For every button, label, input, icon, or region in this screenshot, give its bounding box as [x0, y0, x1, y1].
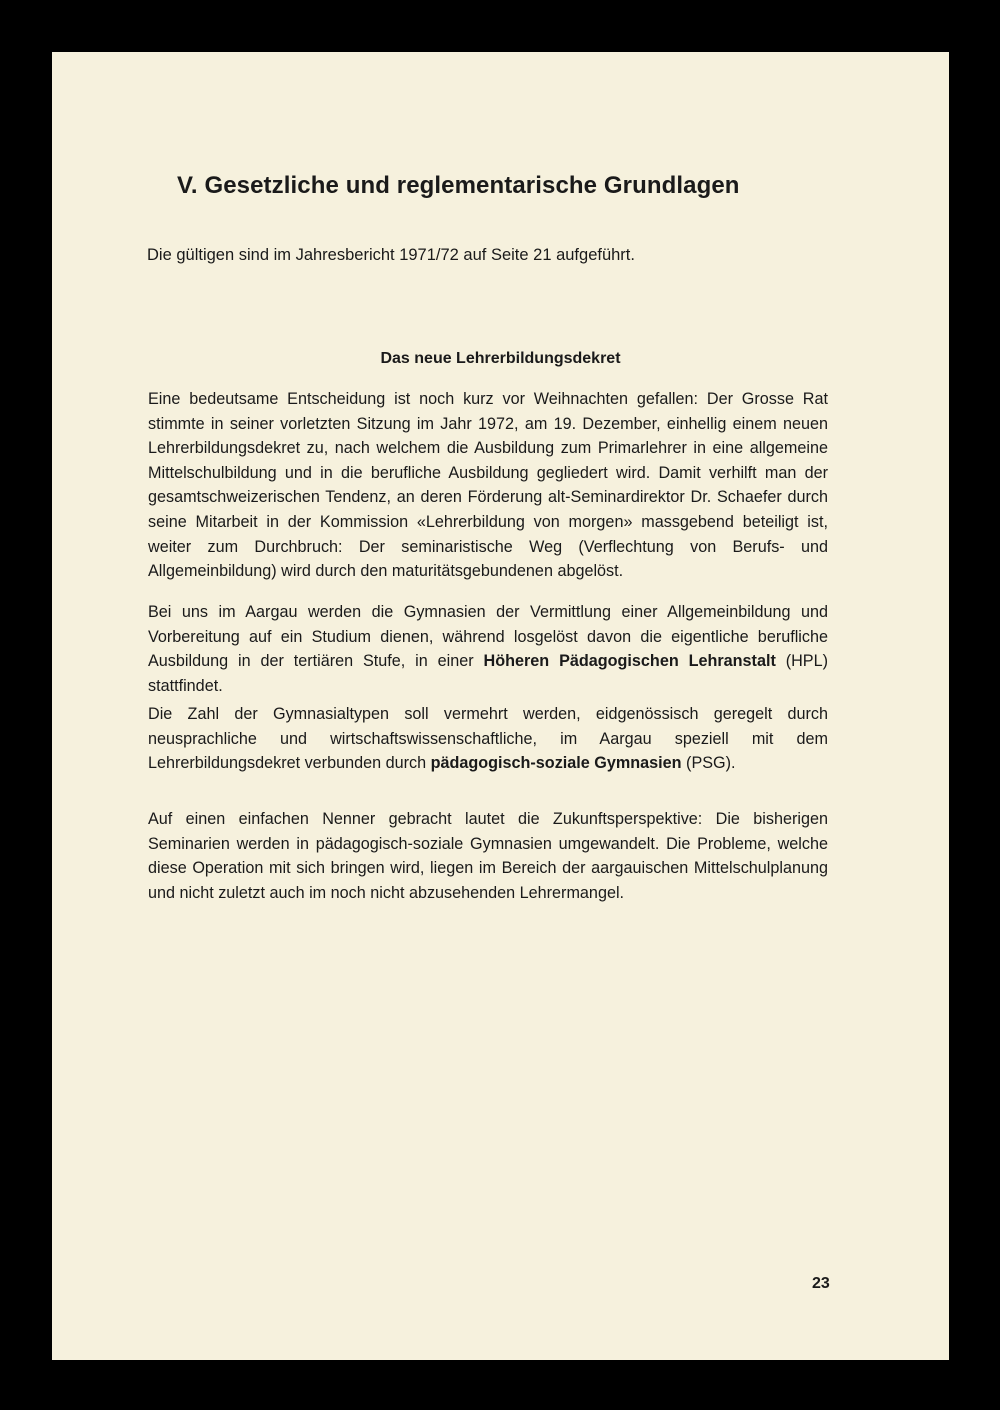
paragraph-3 — [148, 702, 828, 776]
document-page — [52, 52, 949, 1360]
paragraph-2 — [148, 600, 828, 698]
paragraph-3-text-end: (PSG). — [681, 754, 736, 773]
paragraph-1: Eine bedeutsame Entscheidung ist noch kurz vor Weihnachten gefallen: Der Grosse Rat stimmte in seiner vorletzten Sitzung im Jahr 1972, am 19. Dezember, einhellig einem neuen Lehrerbildungsdekret zu, nach welchem die Ausbildung zum Primarlehrer in eine allgemeine Mittelschulbildung und in die berufliche Ausbildung gegliedert wird. Damit verhilft man der gesamtschweizerischen Tendenz, an deren Förderung alt-Seminardirektor Dr. Schaefer durch seine Mitarbeit in der Kommission «Lehrerbildung von morgen» massgebend beteiligt ist, weiter zum Durchbruch: Der seminaristische Weg (Verflechtung von Berufs- und Allgemeinbildung) wird durch den maturitätsgebundenen abgelöst. — [148, 390, 828, 581]
intro-text: Die gültigen sind im Jahresbericht 1971/72 auf Seite 21 aufgeführt. — [147, 246, 635, 264]
page-title: V. Gesetzliche und reglementarische Grundlagen — [177, 172, 740, 199]
paragraph-3-bold-term: pädagogisch-soziale Gymnasien — [430, 754, 682, 773]
paragraph-3-text-start: Die Zahl der Gymnasialtypen soll vermehrt werden, eidgenössisch geregelt durch neusprachliche und wirtschaftswissenschaftliche, im Aargau speziell mit dem Lehrerbildungsdekret verbunden durch — [148, 705, 828, 773]
paragraph-2-text-start: Bei uns im Aargau werden die Gymnasien der Vermittlung einer Allgemeinbildung und Vorbereitung auf ein Studium dienen, während losgelöst davon die eigentliche berufliche Ausbildung in der tertiären Stufe, in einer — [148, 603, 828, 671]
page-number: 23 — [812, 1275, 830, 1292]
paragraph-4: Auf einen einfachen Nenner gebracht lautet die Zukunftsperspektive: Die bisherigen Seminarien werden in pädagogisch-soziale Gymnasien umgewandelt. Die Probleme, welche diese Operation mit sich bringen wird, liegen im Bereich der aargauischen Mittelschulplanung und nicht zuletzt auch im noch nicht abzusehenden Lehrermangel. — [148, 810, 828, 902]
paragraph-2-text-end: (HPL) stattfindet. — [148, 652, 828, 695]
section-heading: Das neue Lehrerbildungsdekret — [380, 350, 621, 367]
paragraph-2-bold-term: Höheren Pädagogischen Lehranstalt — [483, 652, 776, 671]
